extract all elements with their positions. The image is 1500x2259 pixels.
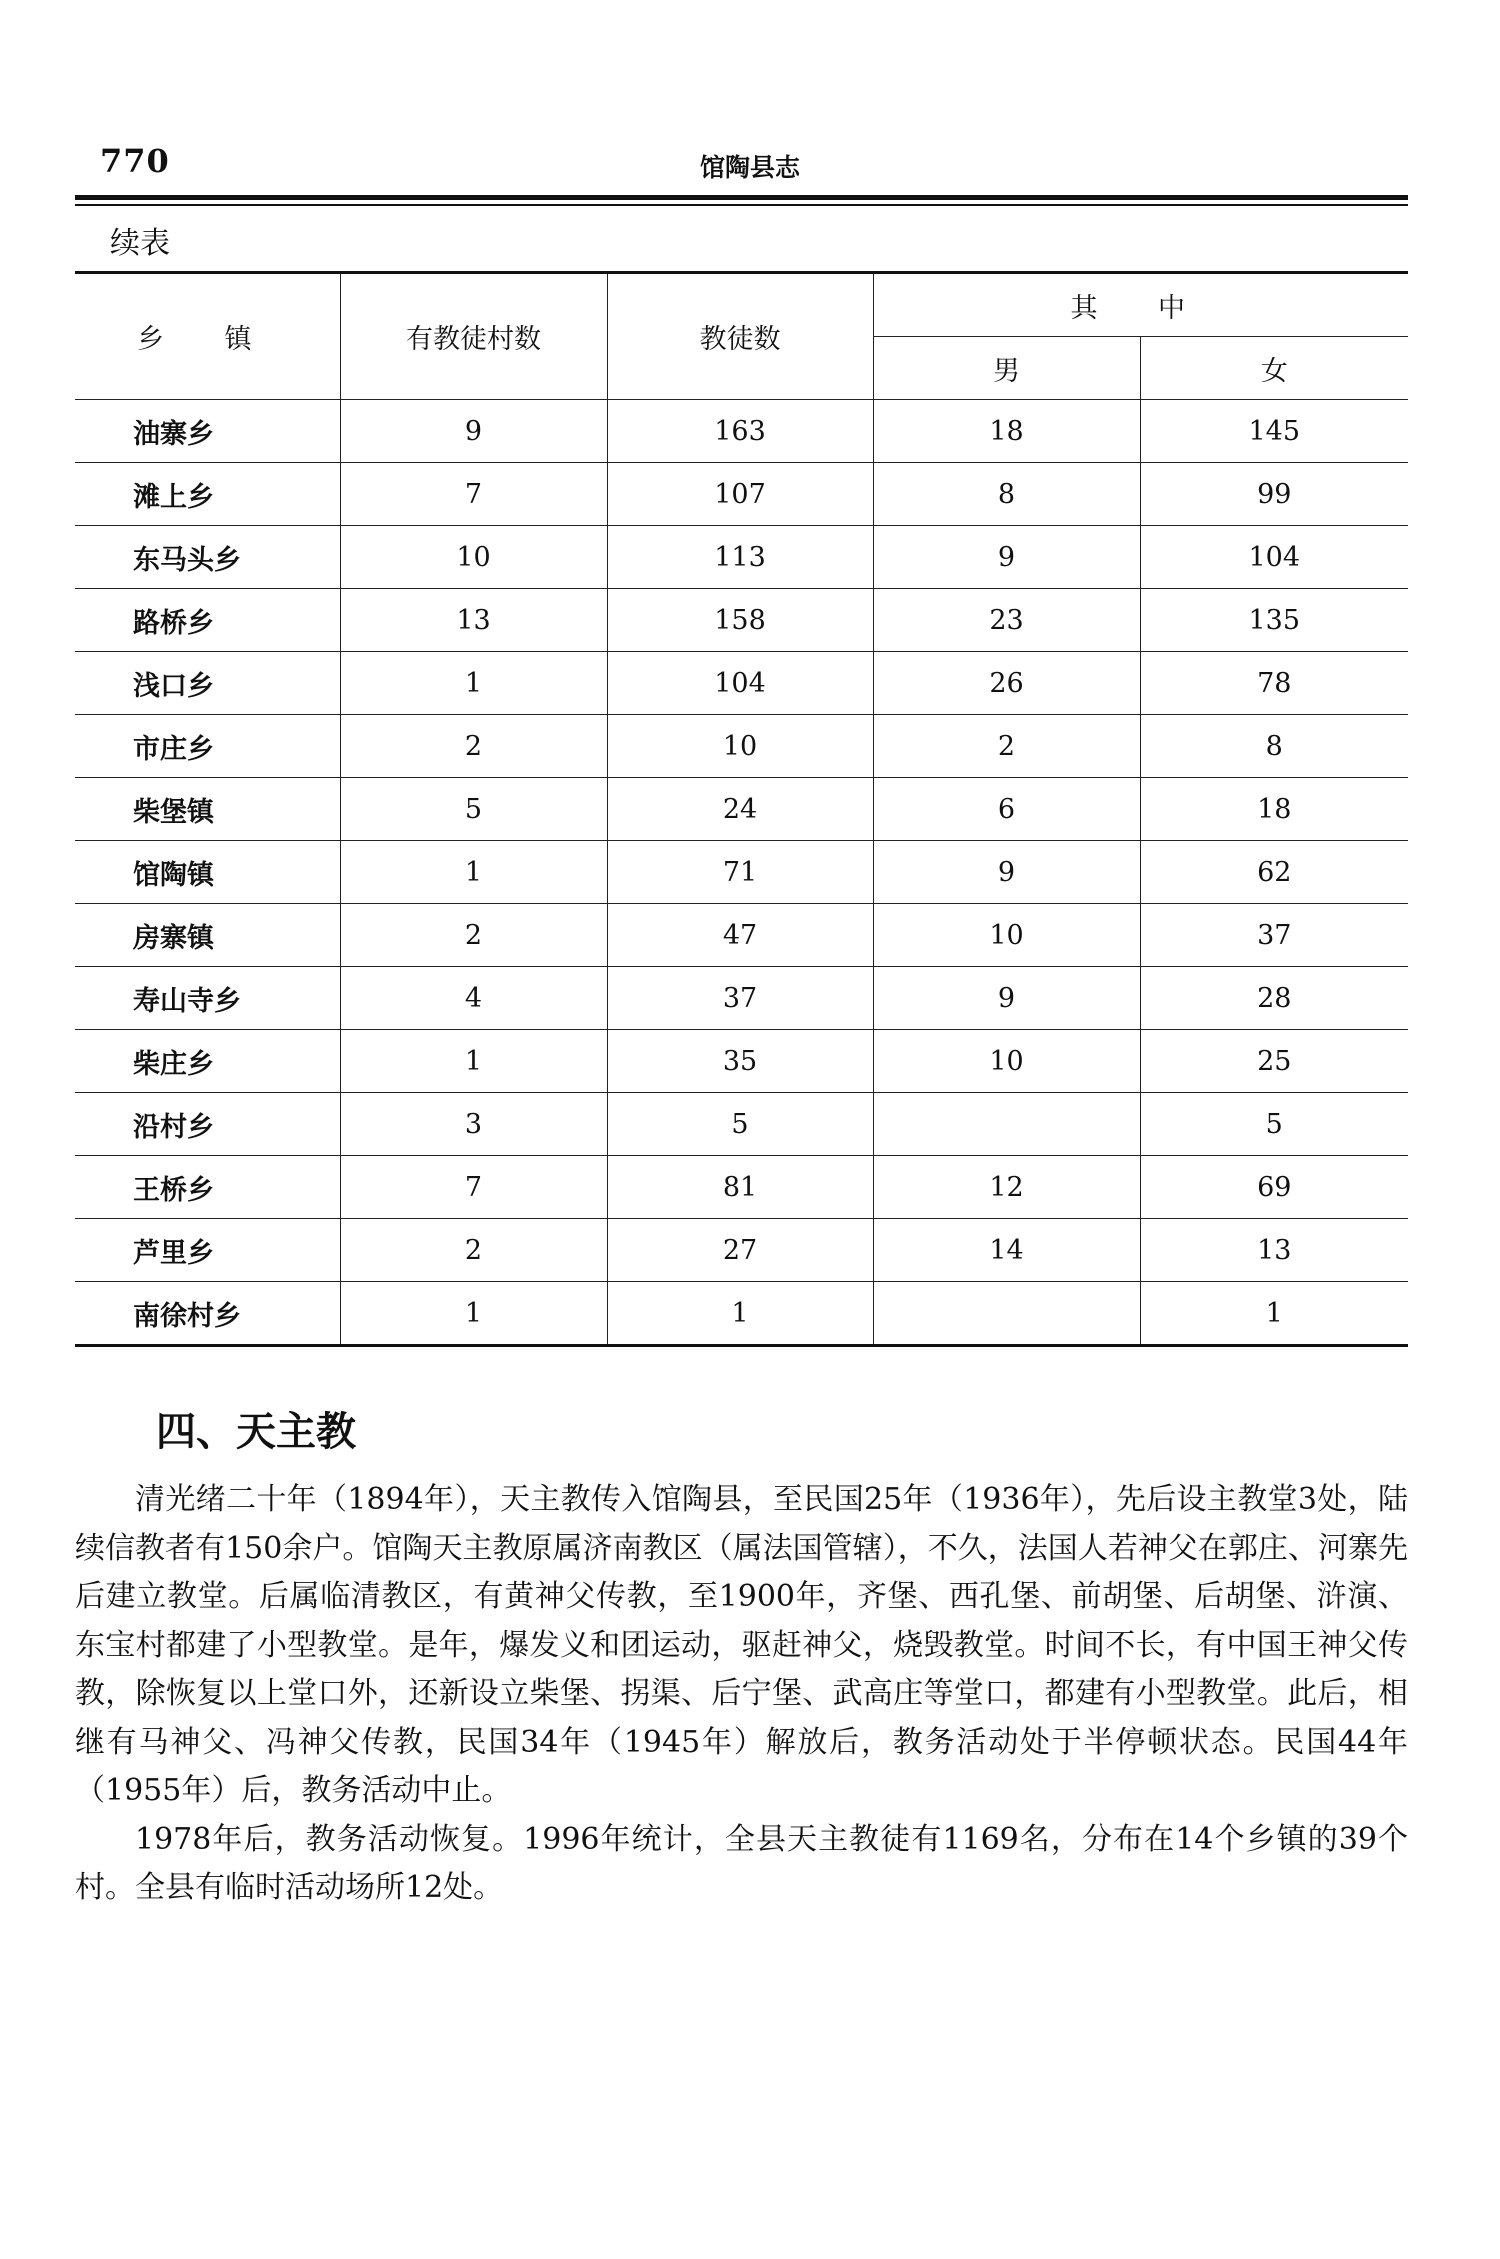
members-cell: 27 [607, 1219, 873, 1282]
male-cell: 10 [873, 1030, 1140, 1093]
town-cell: 沿村乡 [75, 1093, 340, 1156]
male-cell: 9 [873, 967, 1140, 1030]
table-row [75, 841, 1408, 904]
male-cell [873, 1282, 1140, 1346]
header-of-which: 其 中 [873, 273, 1408, 337]
town-cell: 路桥乡 [75, 589, 340, 652]
members-cell: 37 [607, 967, 873, 1030]
villages-cell: 13 [340, 589, 607, 652]
town-cell: 东马头乡 [75, 526, 340, 589]
members-cell: 1 [607, 1282, 873, 1346]
villages-cell: 7 [340, 1156, 607, 1219]
page-number: 770 [100, 142, 170, 180]
town-cell: 芦里乡 [75, 1219, 340, 1282]
table-row [75, 1282, 1408, 1346]
members-cell: 163 [607, 400, 873, 463]
section-heading: 四、天主教 [156, 1408, 356, 1455]
male-cell: 2 [873, 715, 1140, 778]
members-cell: 35 [607, 1030, 873, 1093]
female-cell: 5 [1140, 1093, 1408, 1156]
table-row [75, 778, 1408, 841]
male-cell: 9 [873, 841, 1140, 904]
male-cell: 14 [873, 1219, 1140, 1282]
female-cell: 99 [1140, 463, 1408, 526]
table-row [75, 904, 1408, 967]
town-cell: 寿山寺乡 [75, 967, 340, 1030]
villages-cell: 1 [340, 841, 607, 904]
female-cell: 28 [1140, 967, 1408, 1030]
town-cell: 房寨镇 [75, 904, 340, 967]
table-row [75, 1156, 1408, 1219]
paragraph: 1978年后，教务活动恢复。1996年统计，全县天主教徒有1169名，分布在14个乡镇的39个村。全县有临时活动场所12处。 [75, 1821, 1408, 1905]
table-row [75, 1030, 1408, 1093]
villages-cell: 7 [340, 463, 607, 526]
members-cell: 24 [607, 778, 873, 841]
header-female: 女 [1140, 337, 1408, 400]
header-male: 男 [873, 337, 1140, 400]
table-row [75, 526, 1408, 589]
male-cell: 10 [873, 904, 1140, 967]
female-cell: 13 [1140, 1219, 1408, 1282]
villages-cell: 1 [340, 652, 607, 715]
female-cell: 8 [1140, 715, 1408, 778]
villages-cell: 2 [340, 904, 607, 967]
town-cell: 王桥乡 [75, 1156, 340, 1219]
male-cell: 23 [873, 589, 1140, 652]
town-cell: 滩上乡 [75, 463, 340, 526]
table-row [75, 1219, 1408, 1282]
section-body [75, 1476, 1408, 1913]
male-cell: 8 [873, 463, 1140, 526]
table-row [75, 589, 1408, 652]
table-row [75, 400, 1408, 463]
female-cell: 145 [1140, 400, 1408, 463]
header-rule-thin [75, 204, 1408, 206]
town-cell: 浅口乡 [75, 652, 340, 715]
town-cell: 馆陶镇 [75, 841, 340, 904]
villages-cell: 4 [340, 967, 607, 1030]
female-cell: 18 [1140, 778, 1408, 841]
villages-cell: 5 [340, 778, 607, 841]
male-cell: 6 [873, 778, 1140, 841]
table-row [75, 652, 1408, 715]
town-cell: 柴庄乡 [75, 1030, 340, 1093]
members-cell: 107 [607, 463, 873, 526]
header-villages: 有教徒村数 [340, 273, 607, 400]
villages-cell: 1 [340, 1030, 607, 1093]
members-cell: 47 [607, 904, 873, 967]
town-cell: 柴堡镇 [75, 778, 340, 841]
female-cell: 25 [1140, 1030, 1408, 1093]
members-cell: 81 [607, 1156, 873, 1219]
paragraph: 清光绪二十年（1894年），天主教传入馆陶县，至民国25年（1936年），先后设主教堂3处，陆续信教者有150余户。馆陶天主教原属济南教区（属法国管辖），不久，法国人若神父在郭庄、河寨先后建立教堂。后属临清教区，有黄神父传教，至1900年，齐堡、西孔堡、前胡堡、后胡堡、浒演、东宝村都建了小型教堂。是年，爆发义和团运动，驱赶神父，烧毁教堂。时间不长，有中国王神父传教，除恢复以上堂口外，还新设立柴堡、拐渠、后宁堡、武高庄等堂口，都建有小型教堂。此后，相继有马神父、冯神父传教，民国34年（1945年）解放后，教务活动处于半停顿状态。民国44年（1955年）后，教务活动中止。 [75, 1482, 1408, 1808]
town-cell: 油寨乡 [75, 400, 340, 463]
members-cell: 71 [607, 841, 873, 904]
table-row [75, 715, 1408, 778]
female-cell: 78 [1140, 652, 1408, 715]
members-cell: 113 [607, 526, 873, 589]
villages-cell: 1 [340, 1282, 607, 1346]
continued-table-label: 续表 [110, 226, 170, 261]
female-cell: 104 [1140, 526, 1408, 589]
villages-cell: 2 [340, 1219, 607, 1282]
villages-cell: 9 [340, 400, 607, 463]
running-title: 馆陶县志 [699, 153, 800, 182]
header-rule [75, 195, 1408, 200]
members-cell: 158 [607, 589, 873, 652]
table-row [75, 967, 1408, 1030]
female-cell: 1 [1140, 1282, 1408, 1346]
female-cell: 69 [1140, 1156, 1408, 1219]
town-cell: 南徐村乡 [75, 1282, 340, 1346]
members-cell: 5 [607, 1093, 873, 1156]
table-row [75, 1093, 1408, 1156]
header-members: 教徒数 [607, 273, 873, 400]
villages-cell: 3 [340, 1093, 607, 1156]
male-cell: 18 [873, 400, 1140, 463]
villages-cell: 10 [340, 526, 607, 589]
catholic-statistics-table [75, 271, 1408, 1347]
table-row [75, 463, 1408, 526]
male-cell: 12 [873, 1156, 1140, 1219]
male-cell [873, 1093, 1140, 1156]
female-cell: 135 [1140, 589, 1408, 652]
male-cell: 9 [873, 526, 1140, 589]
members-cell: 104 [607, 652, 873, 715]
town-cell: 市庄乡 [75, 715, 340, 778]
female-cell: 37 [1140, 904, 1408, 967]
table-header-row [75, 273, 1408, 337]
header-town: 乡 镇 [75, 273, 340, 400]
male-cell: 26 [873, 652, 1140, 715]
villages-cell: 2 [340, 715, 607, 778]
members-cell: 10 [607, 715, 873, 778]
female-cell: 62 [1140, 841, 1408, 904]
